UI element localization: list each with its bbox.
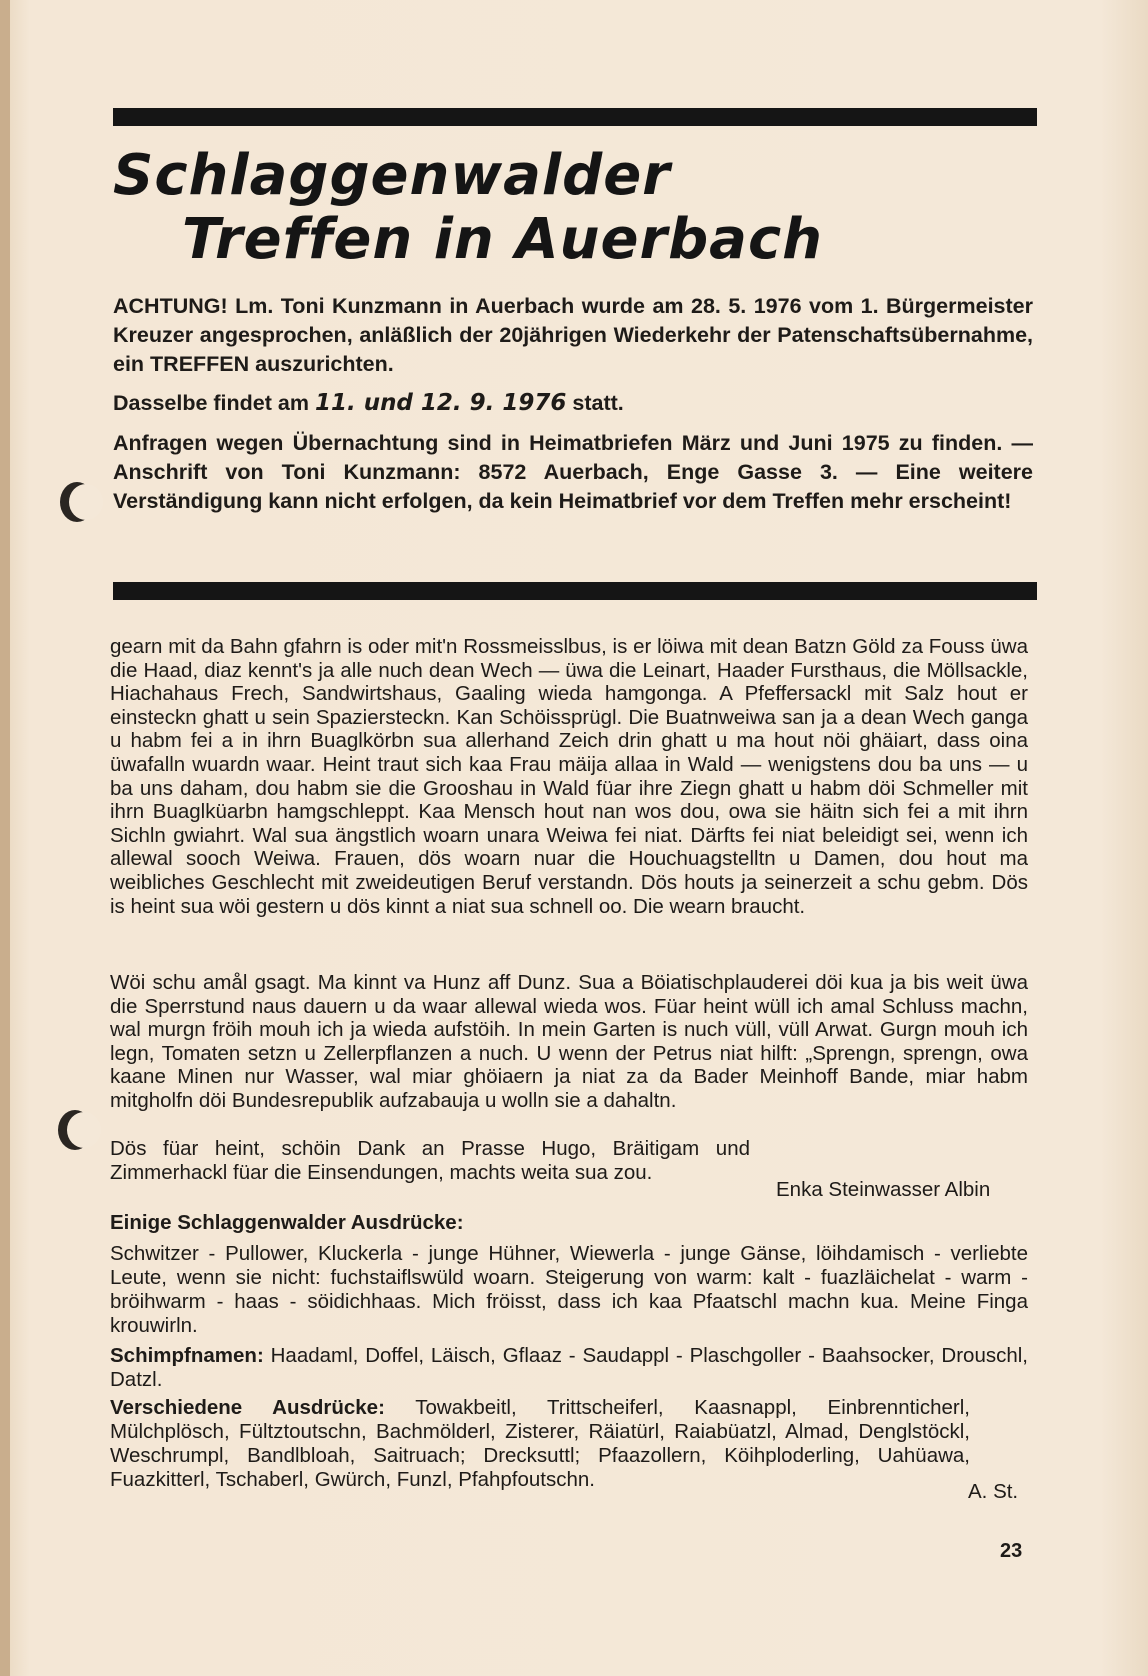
article-text: gearn mit da Bahn gfahrn is oder mit'n Rossmeisslbus, is er löiwa mit dean Batzn Göld za Fouss üwa die Haad, diaz kennt's ja alle nuch dean Wech — üwa die Leinart, Haader Fursthaus, die Möllsackle, Hiachahaus Frech, Sandwirtshaus, Gaaling wieda hamgonga. A Pfeffersackl mit Salz hout er einsteckn ghatt u sein Spaziersteckn. Kan Schöissprügl. Die Buatnweiwa san ja a dean Wech ganga u habm fei a in ihrn Buaglkörbn sua allerhand Zeich drin ghatt u ma hout nöi ghäiart, dass oina üwafalln wuardn waar. Heint traut sich kaa Frau mäija allaa in Wald — wenigstens dou ba uns — u ba uns daham, dou habm sie die Grooshau in Wald füar ihre Ziegn ghatt u habm döi Schmeller mit ihrn Buaglküarbn hamgschleppt. Kaa Mensch hout nan wos dou, owa sie häitn sich fei a mit ihrn Sichln gwiahrt. Wal sua ängstlich woarn unara Weiwa fei niat. Därfts fei niat beleidigt sei, wenn ich allewal sooch Weiwa. Frauen, dös woarn nuar die Houchuagstelltn u Damen, dou hout ma weibliches Geschlecht mit zweideutigen Beruf verstandn. Dös houts ja seinerzeit a schu gebm. Dös is heint sua wöi gestern u dös kinnt a niat sua schnell oo. Die wearn braucht. (110, 635, 1028, 918)
headline-line-2: Treffen in Auerbach (182, 207, 824, 272)
top-rule (113, 108, 1037, 126)
glossary-text: Towakbeitl, Trittscheiferl, Kaasnappl, Einbrennticherl, Mülchplösch, Fültztoutschn, Bachmölderl, Zisterer, Räiatürl, Raiabüatzl, Almad, Denglstöckl, Weschrumpl, Bandlbloah, Saitruach; Drecksuttl; Pfaazollern, Köihploderling, Uahüawa, Fuazkitterl, Tschaberl, Gwürch, Funzl, Pfahpfoutschn. (110, 1396, 970, 1491)
dates-suffix: statt. (566, 391, 624, 415)
announcement-dates-paragraph (113, 389, 1033, 418)
glossary-label: Schimpfnamen: (110, 1344, 264, 1367)
binder-hole (58, 1110, 92, 1150)
page-number: 23 (1000, 1540, 1023, 1562)
glossary-paragraph-1 (110, 1242, 1028, 1338)
article-paragraph-2 (110, 971, 1028, 1113)
glossary-paragraph-3 (110, 1396, 970, 1492)
glossary-signature: A. St. (968, 1480, 1019, 1503)
headline-line-1: Schlaggenwalder (113, 143, 671, 208)
article-paragraph-1 (110, 635, 1028, 918)
page-spine (0, 0, 10, 1676)
article-signature: Enka Steinwasser Albin (776, 1178, 991, 1201)
event-dates: 11. und 12. 9. 1976 (314, 390, 567, 416)
glossary-text: Haadaml, Doffel, Läisch, Gflaaz - Saudappl - Plaschgoller - Baahsocker, Drouschl, Datzl. (110, 1344, 1028, 1391)
middle-rule (113, 582, 1037, 600)
article-text: Dös füar heint, schöin Dank an Prasse Hugo, Bräitigam und Zimmerhackl füar die Einsendungen, machts weita sua zou. (110, 1137, 750, 1184)
glossary-paragraph-2 (110, 1344, 1028, 1392)
announcement-info-paragraph: Anfragen wegen Übernachtung sind in Heimatbriefen März und Juni 1975 zu finden. — Anschrift von Toni Kunzmann: 8572 Auerbach, Enge Gasse 3. — Eine weitere Verständigung kann nicht erfolgen, da kein Heimatbrief vor dem Treffen mehr erscheint! (113, 431, 1033, 513)
glossary-label: Verschiedene Ausdrücke: (110, 1396, 385, 1419)
article-paragraph-3 (110, 1137, 750, 1184)
announcement-paragraph: ACHTUNG! Lm. Toni Kunzmann in Auerbach wurde am 28. 5. 1976 vom 1. Bürgermeister Kreuzer angesprochen, anläßlich der 20jährigen Wiederkehr der Patenschaftsübernahme, ein TREFFEN auszurichten. (113, 294, 1033, 376)
glossary-text: Schwitzer - Pullower, Kluckerla - junge Hühner, Wiewerla - junge Gänse, löihdamisch - verliebte Leute, wenn sie nicht: fuchstaiflswüld woarn. Steigerung von warm: kalt - fuazläichelat - warm - bröihwarm - haas - söidichhaas. Mich fröisst, dass ich kaa Pfaatschl machn kua. Meine Finga krouwirln. (110, 1242, 1028, 1337)
binder-hole (60, 482, 94, 522)
dates-prefix: Dasselbe findet am (113, 391, 315, 415)
article-text: Wöi schu amål gsagt. Ma kinnt va Hunz aff Dunz. Sua a Böiatischplauderei döi kua ja bis weit üwa die Sperrstund naus dauern u da waar allewal wieda wos. Füar heint wüll ich amal Schluss machn, wal murgn fröih mouh ich ja wieda aufstöih. In mein Garten is nuch vüll, vüll Arwat. Gurgn mouh ich legn, Tomaten setzn u Zellerpflanzen a nuch. U wenn der Petrus niat hilft: „Sprengn, sprengn, owa kaane Minen nur Wasser, wal miar ghöiaern ja niat za da Bader Meinhoff Bande, miar habm mitgholfn döi Bundesrepublik aufzabauja u wolln sie a dahaltn. (110, 971, 1028, 1112)
glossary-heading: Einige Schlaggenwalder Ausdrücke: (110, 1211, 464, 1234)
